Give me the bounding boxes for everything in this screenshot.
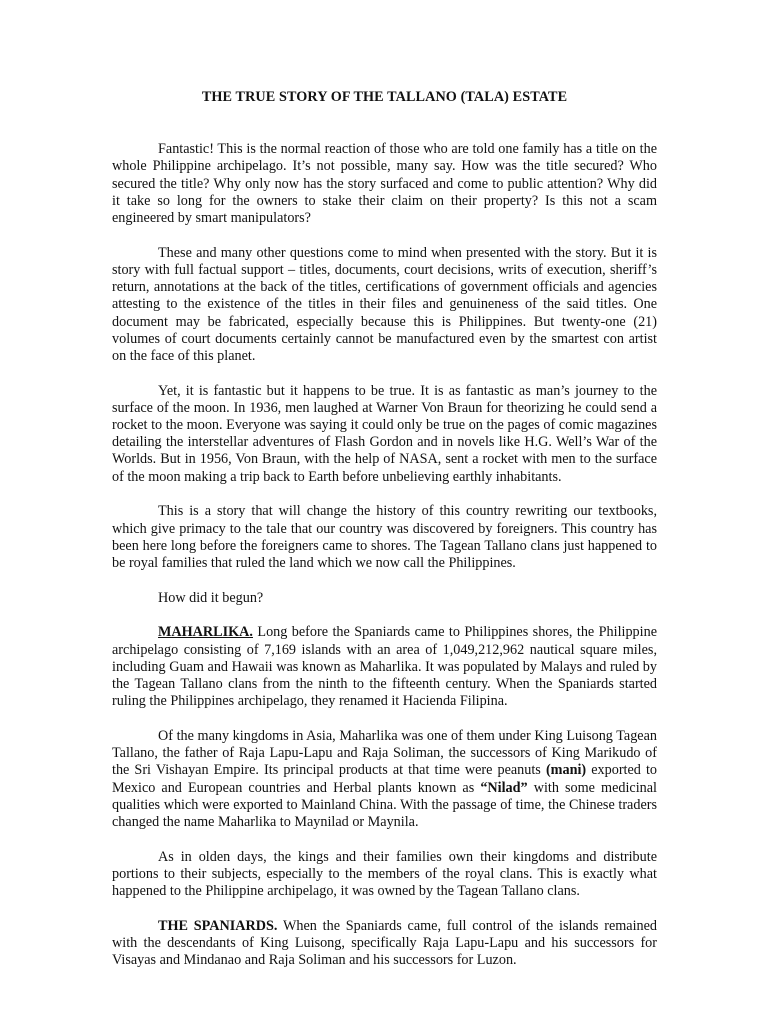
document-page	[112, 89, 657, 987]
paragraph-3: Yet, it is fantastic but it happens to be true. It is as fantastic as man’s journey to the surface of the moon. In 1936, men laughed at Warner Von Braun for theorizing he could send a rocket to the moon. Everyone was saying it could only be true on the pages of comic magazines detailing the interstellar adventures of Flash Gordon and in novels like H.G. Well’s War of the Worlds. But in 1956, Von Braun, with the help of NASA, sent a rocket with men to the surface of the moon making a trip back to Earth before unbelieving earthly inhabitants.	[112, 382, 657, 485]
section-heading-spaniards: THE SPANIARDS.	[158, 917, 278, 934]
paragraph-kingdoms-text-c: exported to Mexico and European countries and Herbal plants known as	[112, 762, 658, 796]
paragraph-kingdoms	[112, 728, 657, 831]
paragraph-4: This is a story that will change the history of this country rewriting our textbooks, which give primacy to the tale that our country was discovered by foreigners. This country has been here long before the foreigners came to shores. The Tagean Tallano clans just happened to be royal families that ruled the land which we now call the Philippines.	[112, 503, 657, 571]
paragraph-olden-days: As in olden days, the kings and their families own their kingdoms and distribute portions to their subjects, especially to the members of the royal clans. This is exactly what happened to the Philippine archipelago, it was owned by the Tagean Tallano clans.	[112, 848, 657, 900]
document-title: THE TRUE STORY OF THE TALLANO (TALA) ESTATE	[201, 89, 568, 105]
paragraph-1: Fantastic! This is the normal reaction of those who are told one family has a title on the whole Philippine archipelago. It’s not possible, many say. How was the title secured? Who secured the title? Why only now has the story surfaced and come to public attention? Why did it take so long for the owners to stake their claim on their property? Is this not a scam engineered by smart manipulators?	[112, 141, 657, 227]
paragraph-maharlika-text: Long before the Spaniards came to Philippines shores, the Philippine archipelago consisting of 7,169 islands with an area of 1,049,212,962 nautical square miles, including Guam and Hawaii was known as Maharlika. It was populated by Malays and ruled by the Tagean Tallano clans from the ninth to the fifteenth century. When the Spaniards started ruling the Philippines archipelago, they renamed it Hacienda Filipina.	[112, 624, 657, 710]
paragraph-kingdoms-text-a: Of the many kingdoms in Asia, Maharlika was one of them under King Luisong Tagean Tallano, the father of Raja Lapu-Lapu and Raja Soliman, the successors of King Marikudo of the Sri Vishayan Empire. Its principal products at that time were peanuts	[112, 727, 657, 779]
paragraph-5: How did it begun?	[158, 589, 264, 606]
paragraph-maharlika	[112, 624, 657, 710]
term-mani: (mani)	[545, 762, 587, 779]
paragraph-spaniards-text: When the Spaniards came, full control of the islands remained with the descendants of King Luisong, specifically Raja Lapu-Lapu and his successors for Visayas and Mindanao and Raja Soliman and his successors for Luzon.	[112, 917, 658, 969]
paragraph-kingdoms-text-e: with some medicinal qualities which were exported to Mainland China. With the passage of time, the Chinese traders changed the name Maharlika to Maynilad or Maynila.	[112, 779, 657, 830]
paragraph-spaniards	[112, 918, 657, 970]
section-heading-maharlika: MAHARLIKA.	[158, 624, 253, 641]
term-nilad: “Nilad”	[480, 779, 528, 796]
paragraph-2: These and many other questions come to mind when presented with the story. But it is story with full factual support – titles, documents, court decisions, writs of execution, sheriff’s return, annotations at the back of the titles, certifications of government officials and agencies attesting to the existence of the titles in their files and genuineness of the said titles. One document may be fabricated, especially because this is Philippines. But twenty-one (21) volumes of court documents certainly cannot be manufactured even by the smartest con artist on the face of this planet.	[112, 244, 657, 364]
